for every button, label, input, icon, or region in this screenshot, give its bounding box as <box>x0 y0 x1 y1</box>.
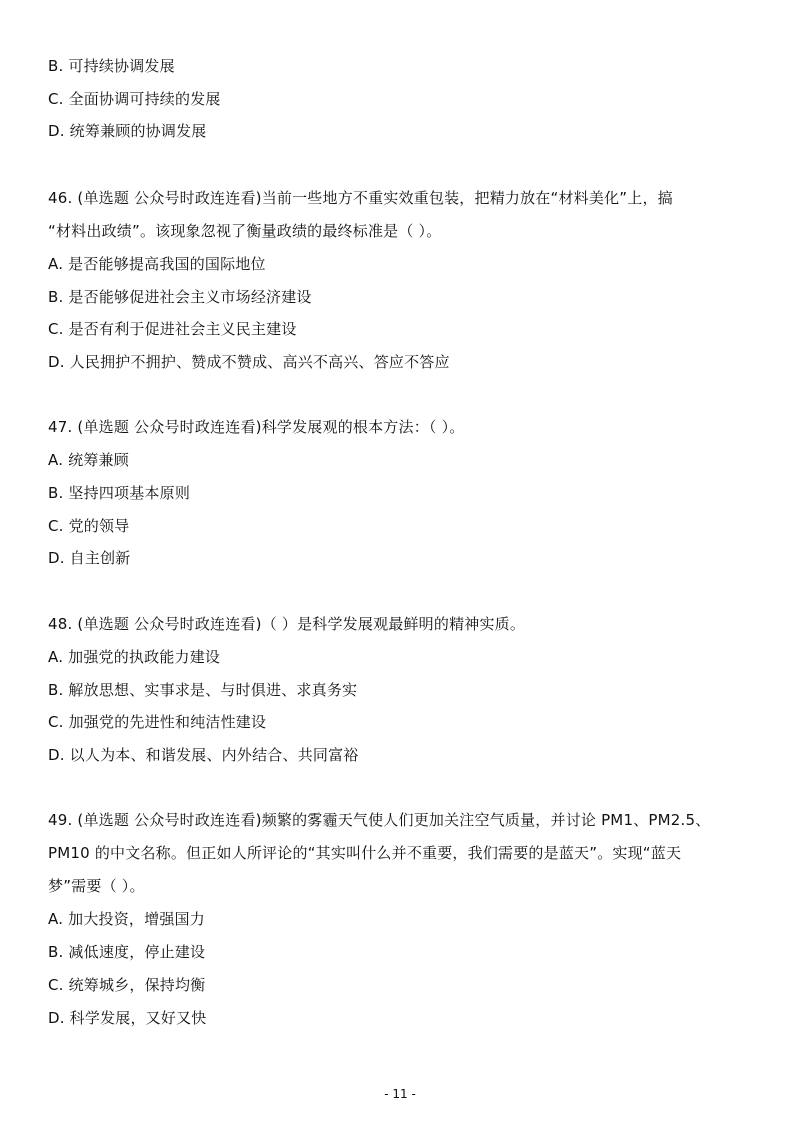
q48-option-a: A. 加强党的执政能力建设 <box>48 648 221 666</box>
q47-option-a: A. 统筹兼顾 <box>48 451 129 469</box>
q49-option-d: D. 科学发展，又好又快 <box>48 1009 207 1027</box>
q48-option-b: B. 解放思想、实事求是、与时俱进、求真务实 <box>48 681 358 699</box>
q46-stem-line-2: “材料出政绩”。该现象忽视了衡量政绩的最终标准是（ ）。 <box>48 222 442 240</box>
q48-stem-line-1: 48. (单选题 公众号时政连连看)（ ）是科学发展观最鲜明的精神实质。 <box>48 615 526 633</box>
q48-option-c: C. 加强党的先进性和纯洁性建设 <box>48 713 267 731</box>
q46-stem-line-1: 46. (单选题 公众号时政连连看)当前一些地方不重实效重包装，把精力放在“材料美化”上，搞 <box>48 189 673 207</box>
q49-option-c: C. 统筹城乡，保持均衡 <box>48 976 206 994</box>
q46-option-c: C. 是否有利于促进社会主义民主建设 <box>48 320 297 338</box>
q47-option-d: D. 自主创新 <box>48 549 131 567</box>
q47-option-c: C. 党的领导 <box>48 517 130 535</box>
q46-option-a: A. 是否能够提高我国的国际地位 <box>48 255 266 273</box>
page-number: - 11 - <box>384 1087 416 1101</box>
q46-option-b: B. 是否能够促进社会主义市场经济建设 <box>48 288 312 306</box>
q48-option-d: D. 以人为本、和谐发展、内外结合、共同富裕 <box>48 746 359 764</box>
q49-option-b: B. 减低速度，停止建设 <box>48 943 206 961</box>
q45-option-b: B. 可持续协调发展 <box>48 57 175 75</box>
q49-stem-line-1: 49. (单选题 公众号时政连连看)频繁的雾霾天气使人们更加关注空气质量，并讨论 PM1、PM2.5、 <box>48 811 711 829</box>
q49-stem-line-2: PM10 的中文名称。但正如人所评论的“其实叫什么并不重要，我们需要的是蓝天”。实现“蓝天 <box>48 844 682 862</box>
q45-option-c: C. 全面协调可持续的发展 <box>48 90 221 108</box>
q47-stem-line-1: 47. (单选题 公众号时政连连看)科学发展观的根本方法：（ ）。 <box>48 418 465 436</box>
q49-stem-line-3: 梦”需要（ ）。 <box>48 877 145 895</box>
q46-option-d: D. 人民拥护不拥护、赞成不赞成、高兴不高兴、答应不答应 <box>48 353 450 371</box>
q49-option-a: A. 加大投资，增强国力 <box>48 910 205 928</box>
q47-option-b: B. 坚持四项基本原则 <box>48 484 191 502</box>
q45-option-d: D. 统筹兼顾的协调发展 <box>48 122 207 140</box>
